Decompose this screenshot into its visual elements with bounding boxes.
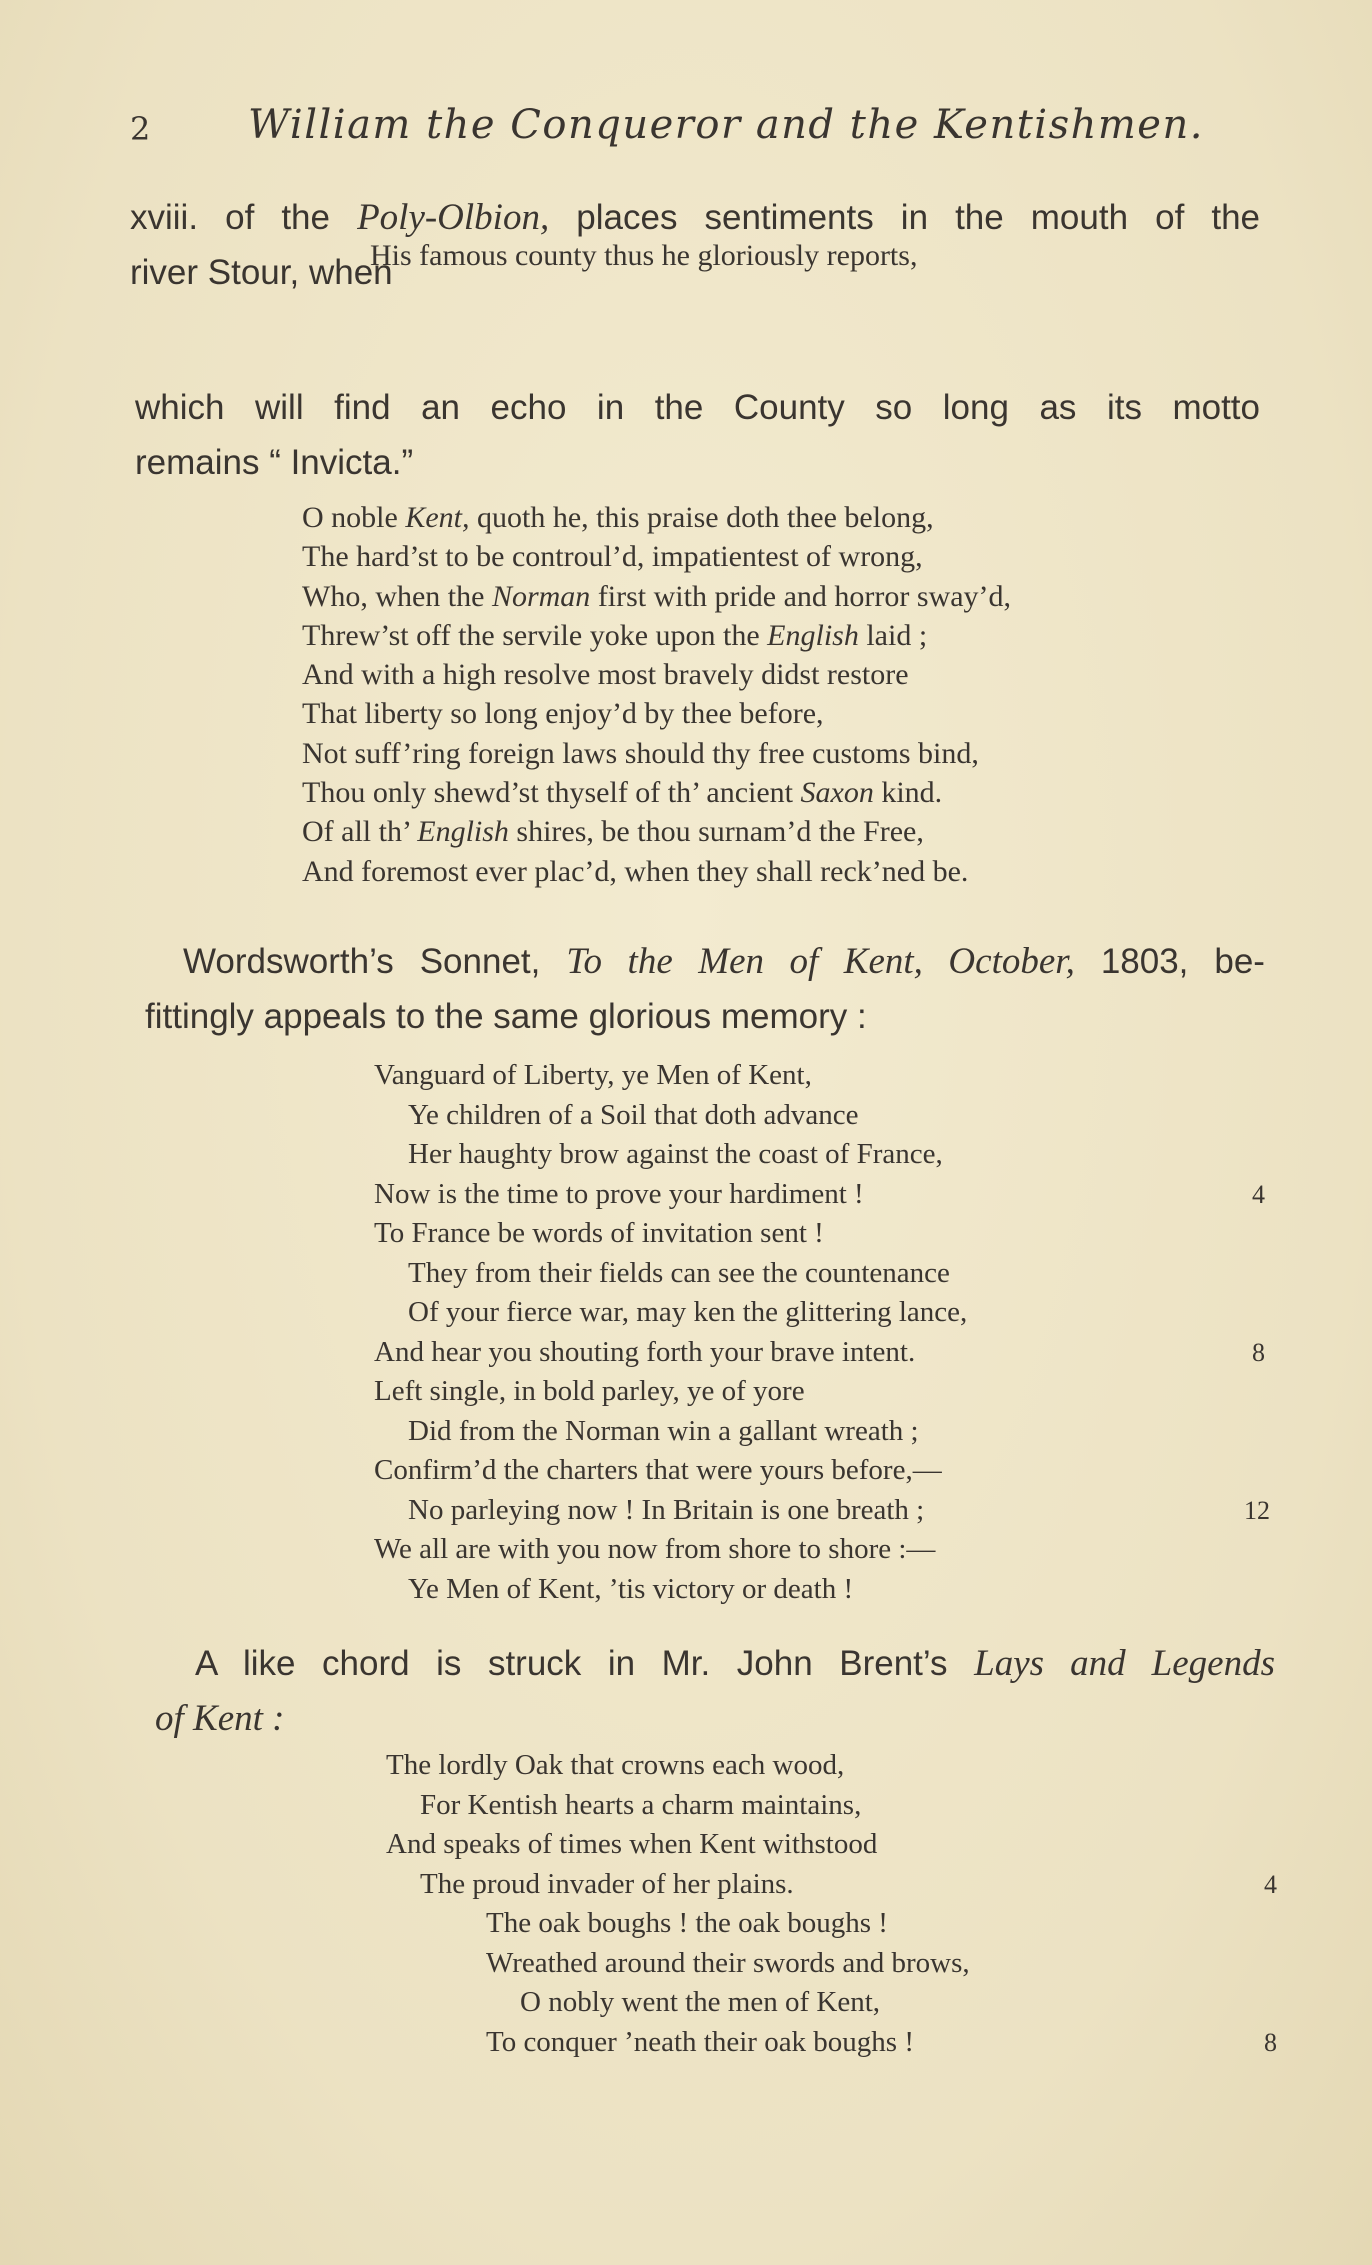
sonnet-to-the-men-of-kent	[374, 1056, 1274, 1609]
sonnet-line: Of your fierce war, may ken the glittering lance,	[408, 1296, 968, 1328]
verse-line: The hard’st to be controul’d, impatientest of wrong,	[302, 540, 923, 574]
running-title: William the Conqueror and the Kentishmen.	[248, 102, 1204, 148]
line-number: 8	[1252, 1337, 1265, 1367]
text: river Stour, when	[130, 253, 393, 292]
text: remains “ Invicta.”	[135, 443, 414, 482]
verse-line: To conquer ’neath their oak boughs ! 8	[386, 2023, 1286, 2063]
verse-line: And speaks of times when Kent withstood	[386, 1828, 878, 1860]
verse-line: That liberty so long enjoy’d by thee before,	[302, 697, 824, 731]
sonnet-line: They from their fields can see the countenance	[408, 1256, 950, 1289]
line-number: 4	[1252, 1179, 1265, 1209]
work-title: Lays and Legends	[974, 1643, 1275, 1684]
text: which will find an echo in the County so long as its motto	[135, 388, 1260, 427]
verse-line: And foremost ever plac’d, when they shall reck’ned be.	[302, 854, 969, 888]
verse-line: The lordly Oak that crowns each wood,	[386, 1749, 845, 1781]
verse-line: For Kentish hearts a charm maintains,	[420, 1788, 862, 1821]
paragraph-invicta	[135, 380, 1260, 490]
verse-line: O nobly went the men of Kent,	[520, 1986, 881, 2018]
sonnet-line: Her haughty brow against the coast of France,	[408, 1138, 943, 1170]
paragraph-wordsworth	[145, 934, 1265, 1044]
verse-line: The oak boughs ! the oak boughs !	[486, 1907, 888, 1939]
verse-line: Who, when the Norman first with pride and horror sway’d,	[302, 579, 1012, 613]
verse-line: The proud invader of her plains. 4	[386, 1865, 1286, 1905]
page-number: 2	[130, 110, 152, 148]
line-number: 4	[1264, 1869, 1277, 1899]
work-title: Poly-Olbion,	[357, 197, 550, 238]
sonnet-line: We all are with you now from shore to shore :—	[374, 1533, 936, 1565]
text: fittingly appeals to the same glorious memory :	[145, 997, 867, 1036]
verse-lays-and-legends	[386, 1746, 1286, 2062]
verse-line: Of all th’ English shires, be thou surnam’d the Free,	[302, 815, 924, 849]
verse-line: Wreathed around their swords and brows,	[486, 1946, 970, 1979]
sonnet-line: Now is the time to prove your hardiment ! 4	[374, 1175, 1274, 1215]
page-header	[130, 102, 1280, 152]
text: 1803, be-	[1100, 942, 1265, 981]
sonnet-line: Ye children of a Soil that doth advance	[408, 1098, 859, 1131]
verse-line: And with a high resolve most bravely didst restore	[302, 658, 909, 692]
work-title: of Kent :	[155, 1698, 285, 1739]
work-title: To the Men of Kent, October,	[566, 941, 1075, 982]
text: xviii. of the	[130, 198, 330, 237]
sonnet-line: And hear you shouting forth your brave intent. 8	[374, 1333, 1274, 1373]
verse-line: Thou only shewd’st thyself of th’ ancient Saxon kind.	[302, 776, 943, 810]
sonnet-line: To France be words of invitation sent !	[374, 1217, 824, 1249]
paragraph-brent	[155, 1636, 1275, 1746]
quoted-verse-line: His famous county thus he gloriously reports,	[370, 239, 918, 272]
sonnet-line: Confirm’d the charters that were yours before,—	[374, 1454, 942, 1486]
sonnet-line: No parleying now ! In Britain is one breath ; 12	[374, 1491, 1274, 1531]
verse-drayton	[302, 498, 1011, 891]
sonnet-line: Ye Men of Kent, ’tis victory or death !	[408, 1572, 854, 1605]
sonnet-line: Vanguard of Liberty, ye Men of Kent,	[374, 1059, 812, 1091]
line-number: 12	[1244, 1495, 1270, 1525]
text: Wordsworth’s Sonnet,	[183, 942, 541, 981]
line-number: 8	[1264, 2027, 1277, 2057]
text: places sentiments in the mouth of the	[576, 198, 1260, 237]
verse-line: Threw’st off the servile yoke upon the English laid ;	[302, 618, 928, 652]
verse-line: O noble Kent, quoth he, this praise doth thee belong,	[302, 501, 934, 534]
verse-line: Not suff’ring foreign laws should thy free customs bind,	[302, 736, 979, 770]
sonnet-line: Left single, in bold parley, ye of yore	[374, 1375, 805, 1407]
sonnet-line: Did from the Norman win a gallant wreath ;	[408, 1414, 919, 1447]
text: A like chord is struck in Mr. John Brent’s	[195, 1644, 948, 1683]
